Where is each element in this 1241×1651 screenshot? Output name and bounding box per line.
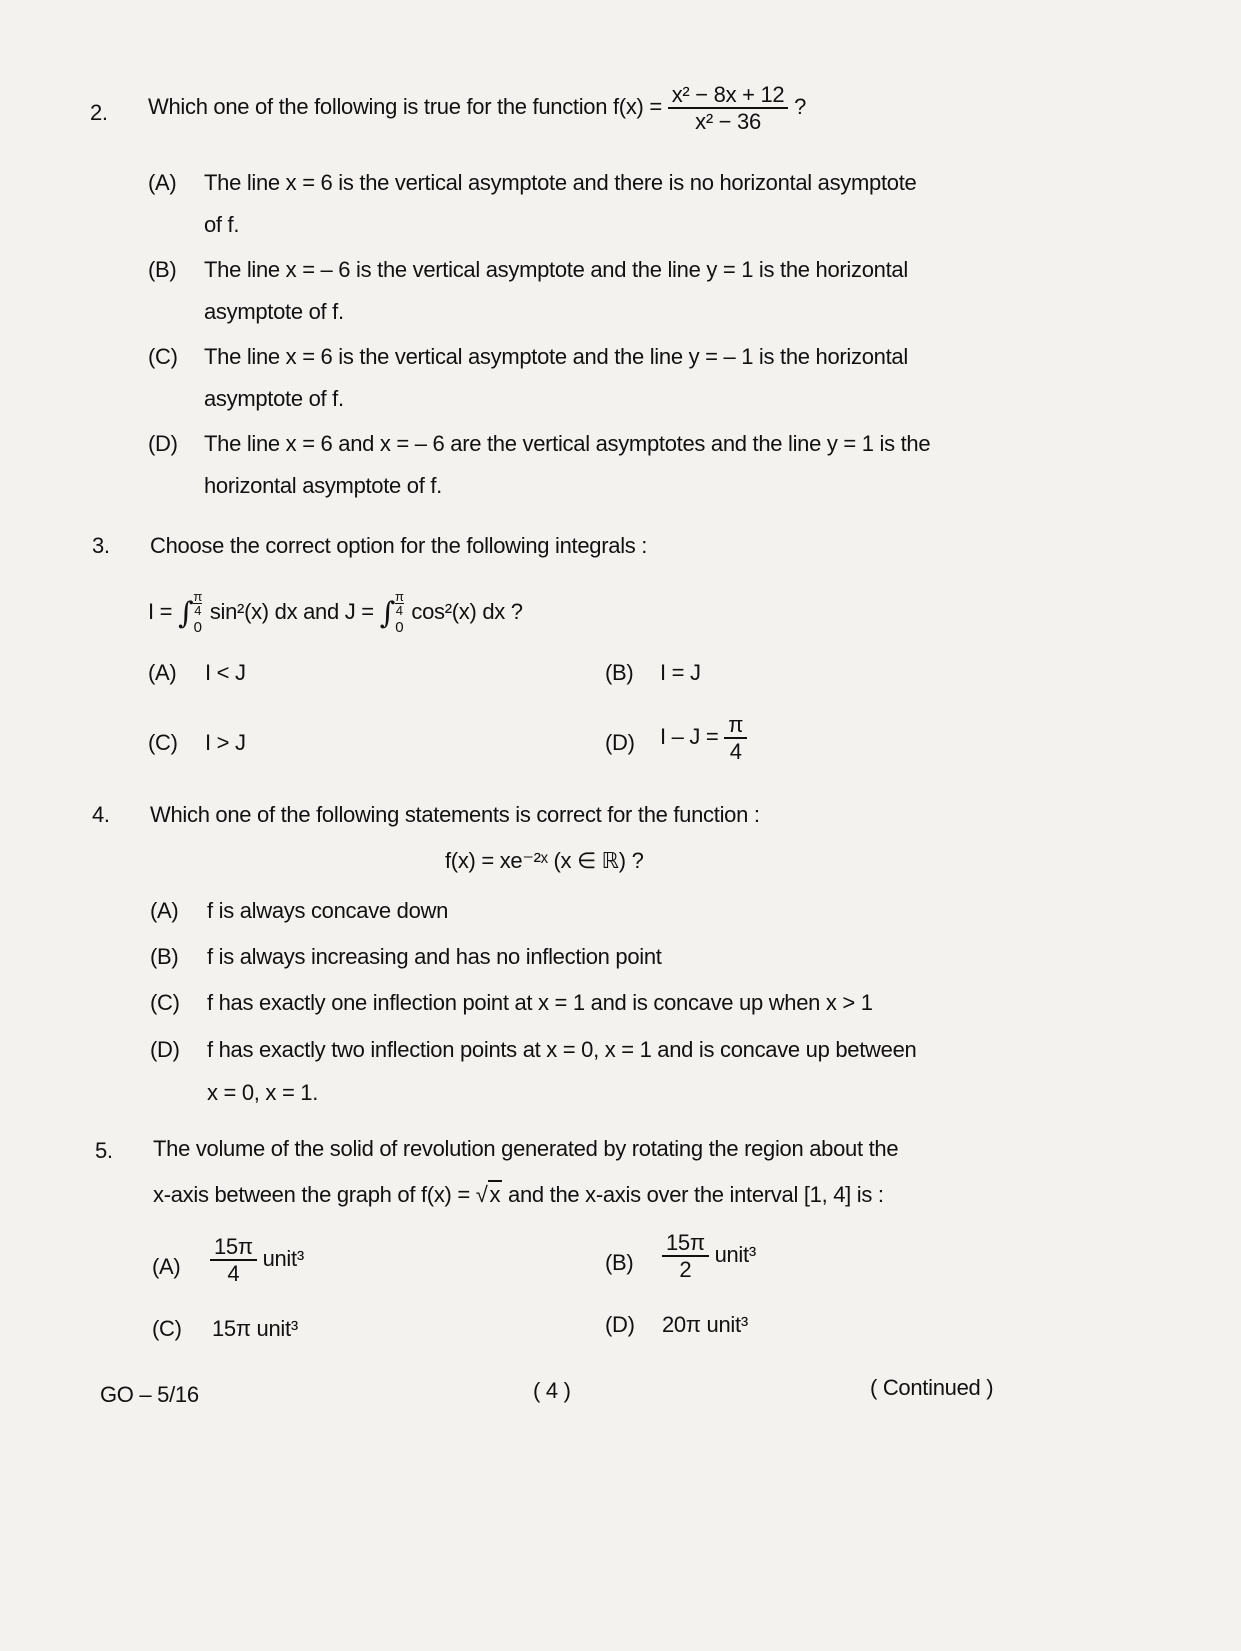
q5-option-a-fraction — [210, 1234, 257, 1287]
q4-option-d-line2: x = 0, x = 1. — [207, 1080, 319, 1105]
q3-j-upper-num: π — [394, 589, 404, 604]
footer-page-number: ( 4 ) — [533, 1378, 571, 1403]
q4-option-c-line1: f has exactly one inflection point at x = 1 and is concave up when x > 1 — [207, 990, 873, 1015]
q2-option-b-label: (B) — [148, 257, 177, 282]
q2-option-a-line1: The line x = 6 is the vertical asymptote and there is no horizontal asymptote — [204, 170, 917, 195]
q4-option-a-label: (A) — [150, 898, 179, 923]
q5-option-b-fraction — [662, 1230, 709, 1283]
q5-line2 — [153, 1182, 884, 1208]
q4-option-b-line1: f is always increasing and has no inflection point — [207, 944, 662, 969]
q3-j-lower: 0 — [395, 618, 404, 636]
q4-option-d-line1: f has exactly two inflection points at x = 0, x = 1 and is concave up between — [207, 1037, 917, 1062]
q3-option-d-num: π — [724, 712, 747, 739]
q2-numerator: x² − 8x + 12 — [668, 82, 789, 109]
q2-number: 2. — [90, 100, 108, 125]
q5-option-b-den: 2 — [679, 1257, 692, 1283]
integral-sign-icon: ∫ — [178, 595, 194, 631]
q3-option-d-fraction — [724, 712, 747, 765]
q5-option-a-den: 4 — [227, 1261, 240, 1287]
q3-option-d-den: 4 — [729, 739, 742, 765]
q3-i-integrand: sin²(x) dx and J = — [209, 598, 374, 624]
q2-fraction — [668, 82, 789, 135]
q5-option-a-num: 15π — [210, 1234, 257, 1261]
q3-option-d-label: (D) — [605, 730, 635, 755]
q3-option-a-label: (A) — [148, 660, 177, 685]
sqrt-icon: √ — [475, 1182, 488, 1207]
q2-option-d-line2: horizontal asymptote of f. — [204, 473, 442, 498]
q2-option-d-label: (D) — [148, 431, 178, 456]
q4-option-d-label: (D) — [150, 1037, 180, 1062]
q2-stem — [148, 82, 806, 135]
q3-i-limits — [193, 590, 202, 636]
q2-denominator: x² − 36 — [695, 109, 761, 135]
q4-formula: f(x) = xe⁻²ˣ (x ∈ ℝ) ? — [445, 848, 644, 873]
q4-stem: Which one of the following statements is correct for the function : — [150, 802, 760, 827]
q3-option-d-text: I – J = — [660, 724, 719, 750]
q3-j-limits — [395, 590, 404, 636]
footer-continued: ( Continued ) — [870, 1375, 994, 1400]
q5-option-c-label: (C) — [152, 1316, 182, 1341]
integral-sign-icon: ∫ — [379, 595, 395, 631]
q3-number: 3. — [92, 533, 110, 558]
q3-option-c-text: I > J — [205, 730, 246, 755]
q5-sqrt-arg: x — [489, 1182, 501, 1207]
q3-j-upper-den: 4 — [395, 603, 403, 618]
q3-i-lower: 0 — [193, 618, 202, 636]
q5-line1: The volume of the solid of revolution generated by rotating the region about the — [153, 1136, 899, 1161]
q5-option-b-label: (B) — [605, 1250, 634, 1275]
footer-code: GO – 5/16 — [100, 1382, 199, 1407]
q3-option-a-text: I < J — [205, 660, 246, 685]
q5-line2-prefix: x-axis between the graph of f(x) = — [153, 1182, 470, 1207]
q5-option-c-text: 15π unit³ — [212, 1316, 298, 1341]
q3-option-c-label: (C) — [148, 730, 178, 755]
q2-stem-prefix: Which one of the following is true for the function f(x) = — [148, 94, 662, 120]
q2-option-b-line1: The line x = – 6 is the vertical asymptote and the line y = 1 is the horizontal — [204, 257, 908, 282]
q5-option-a-unit: unit³ — [262, 1246, 304, 1272]
q5-option-a-label: (A) — [152, 1254, 181, 1279]
q2-option-c-label: (C) — [148, 344, 178, 369]
q5-option-b — [662, 1230, 756, 1283]
q3-option-b-label: (B) — [605, 660, 634, 685]
q3-i-upper-den: 4 — [194, 603, 202, 618]
q3-i-upper-num: π — [193, 589, 203, 604]
q2-stem-suffix: ? — [794, 94, 807, 120]
q2-option-c-line2: asymptote of f. — [204, 386, 344, 411]
q2-option-a-line2: of f. — [204, 212, 240, 237]
q5-line2-suffix: and the x-axis over the interval [1, 4] is : — [508, 1182, 884, 1207]
q4-option-b-label: (B) — [150, 944, 179, 969]
q3-stem: Choose the correct option for the following integrals : — [150, 533, 648, 558]
q2-option-d-line1: The line x = 6 and x = – 6 are the vertical asymptotes and the line y = 1 is the — [204, 431, 931, 456]
q3-j-integrand: cos²(x) dx ? — [411, 598, 523, 624]
q4-number: 4. — [92, 802, 110, 827]
q3-option-b-text: I = J — [660, 660, 701, 685]
q5-option-d-label: (D) — [605, 1312, 635, 1337]
q2-option-c-line1: The line x = 6 is the vertical asymptote and the line y = – 1 is the horizontal — [204, 344, 908, 369]
q5-option-d-text: 20π unit³ — [662, 1312, 748, 1337]
q5-number: 5. — [95, 1138, 113, 1163]
q3-option-d — [660, 712, 747, 765]
q2-option-a-label: (A) — [148, 170, 177, 195]
q2-option-b-line2: asymptote of f. — [204, 299, 344, 324]
q5-option-b-unit: unit³ — [714, 1242, 756, 1268]
q5-option-a — [210, 1234, 304, 1287]
q3-integrals — [148, 590, 523, 636]
q4-option-a-line1: f is always concave down — [207, 898, 449, 923]
q4-option-c-label: (C) — [150, 990, 180, 1015]
q5-option-b-num: 15π — [662, 1230, 709, 1257]
q3-i-label: I = — [148, 598, 173, 624]
q5-sqrt — [476, 1182, 502, 1208]
